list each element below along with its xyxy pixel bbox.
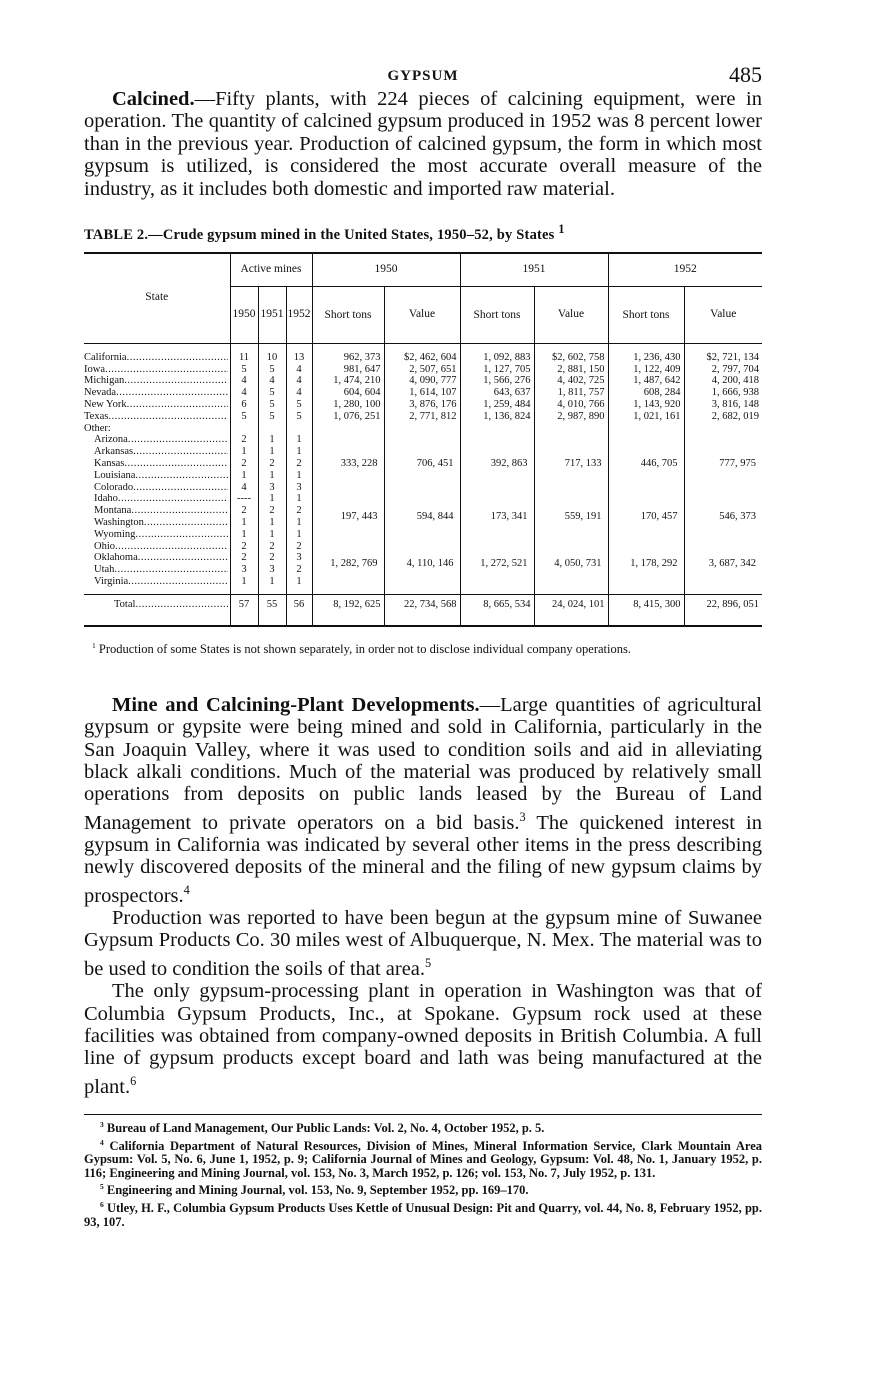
state-name: Colorado (94, 481, 134, 493)
active-mines-cell: 10 (258, 352, 286, 364)
value-cell: 8, 415, 300 (608, 594, 684, 614)
value-cell: 3, 816, 148 (684, 399, 762, 411)
value-cell: 1, 136, 824 (460, 411, 534, 423)
footnote-mark: 3 (100, 1119, 104, 1129)
active-mines-cell: 3 (230, 564, 258, 576)
state-cell (84, 482, 230, 494)
table-row (84, 375, 762, 387)
active-mines-cell: 3 (258, 564, 286, 576)
table-row (84, 364, 762, 376)
state-name: Arizona (94, 434, 128, 446)
group-value-cell: 717, 133 (534, 434, 608, 493)
state-name: New York (84, 399, 127, 411)
value-cell: 1, 280, 100 (312, 399, 384, 411)
active-mines-cell: 57 (230, 594, 258, 614)
group-value-cell: 4, 110, 146 (384, 541, 460, 588)
active-mines-cell: 1 (258, 493, 286, 505)
value-cell: 1, 236, 430 (608, 352, 684, 364)
state-cell (84, 446, 230, 458)
value-cell: 22, 734, 568 (384, 594, 460, 614)
active-mines-cell: 2 (286, 541, 312, 553)
value-cell: 3, 876, 176 (384, 399, 460, 411)
page-number: 485 (729, 62, 762, 87)
active-mines-cell: 2 (230, 552, 258, 564)
state-name: Idaho (94, 493, 118, 505)
group-value-cell: 3, 687, 342 (684, 541, 762, 588)
other-label: Other: (84, 422, 111, 434)
active-mines-cell: 2 (258, 458, 286, 470)
group-value-cell: 546, 373 (684, 493, 762, 540)
value-cell: 643, 637 (460, 387, 534, 399)
active-mines-cell: 5 (258, 387, 286, 399)
developments-text-2: Production was reported to have been begun at the gypsum mine of Suwanee Gypsum Products Co. 30 miles west of Albuquerque, N. Mex. The material was to be used to condition the soils of that area. (84, 907, 762, 980)
running-head (84, 58, 762, 88)
state-cell (84, 529, 230, 541)
state-cell (84, 387, 230, 399)
value-cell: 604, 604 (312, 387, 384, 399)
header-year-1952: 1952 (608, 253, 762, 287)
footnote (84, 1136, 762, 1181)
state-cell (84, 541, 230, 553)
value-cell: 1, 614, 107 (384, 387, 460, 399)
group-value-cell: 4, 050, 731 (534, 541, 608, 588)
footnote-text: Bureau of Land Management, Our Public Lands: Vol. 2, No. 4, October 1952, p. 5. (106, 1121, 545, 1136)
header-year-1950: 1950 (312, 253, 460, 287)
active-mines-cell: 56 (286, 594, 312, 614)
table-row (84, 399, 762, 411)
state-cell (84, 399, 230, 411)
state-cell (84, 564, 230, 576)
active-mines-cell: 2 (230, 505, 258, 517)
value-cell: 1, 127, 705 (460, 364, 534, 376)
state-cell (84, 576, 230, 588)
gypsum-table (84, 252, 762, 627)
value-cell: 962, 373 (312, 352, 384, 364)
active-mines-cell: 1 (286, 576, 312, 588)
table-caption-text: TABLE 2.—Crude gypsum mined in the United States, 1950–52, by States (84, 226, 555, 243)
state-name: Louisiana (94, 469, 136, 481)
footnote-rule (84, 1114, 762, 1115)
active-mines-cell: 4 (286, 364, 312, 376)
value-cell: 1, 566, 276 (460, 375, 534, 387)
active-mines-cell: 4 (230, 482, 258, 494)
table-footnote-mark: 1 (92, 640, 96, 650)
state-cell (84, 352, 230, 364)
active-mines-cell: 1 (258, 434, 286, 446)
state-cell (84, 470, 230, 482)
active-mines-cell: 1 (286, 470, 312, 482)
active-mines-cell: 55 (258, 594, 286, 614)
group-value-cell: 392, 863 (460, 434, 534, 493)
value-cell: 1, 474, 210 (312, 375, 384, 387)
group-value-cell: 333, 228 (312, 434, 384, 493)
active-mines-cell: 6 (230, 399, 258, 411)
active-mines-cell: 1 (258, 529, 286, 541)
table-row (84, 434, 762, 446)
header-value-1952: Value (684, 286, 762, 343)
table-row (84, 493, 762, 505)
group-value-cell: 777, 975 (684, 434, 762, 493)
value-cell: 2, 507, 651 (384, 364, 460, 376)
value-cell: 1, 487, 642 (608, 375, 684, 387)
active-mines-cell: 4 (230, 375, 258, 387)
footnote-ref-6: 6 (130, 1073, 137, 1088)
total-label-cell (84, 594, 230, 614)
calcined-text: —Fifty plants, with 224 pieces of calcining equipment, were in operation. The quantity of calcined gypsum produced in 1952 was 8 percent lower than in the previous year. Production of calcined gypsum, the form in which most gypsum is utilized, is considered the most accurate overall measure of the industry, as it includes both domestic and imported raw material. (84, 88, 762, 200)
table-caption-note: 1 (558, 222, 565, 237)
state-cell (84, 434, 230, 446)
value-cell: 1, 666, 938 (684, 387, 762, 399)
footnotes (84, 1114, 762, 1229)
state-name: Arkansas (94, 446, 134, 458)
header-value-1951: Value (534, 286, 608, 343)
group-value-cell: 1, 272, 521 (460, 541, 534, 588)
active-mines-cell: 5 (230, 411, 258, 423)
active-mines-cell: 1 (286, 446, 312, 458)
state-name: Texas (84, 410, 109, 422)
value-cell: 1, 259, 484 (460, 399, 534, 411)
group-value-cell: 446, 705 (608, 434, 684, 493)
footnote (84, 1118, 762, 1136)
active-mines-cell: 5 (258, 364, 286, 376)
value-cell: 1, 021, 161 (608, 411, 684, 423)
state-name: Oklahoma (94, 552, 138, 564)
active-mines-cell: ---- (230, 493, 258, 505)
active-mines-cell: 3 (286, 482, 312, 494)
value-cell: 2, 682, 019 (684, 411, 762, 423)
active-mines-cell: 1 (230, 446, 258, 458)
state-name: Nevada (84, 387, 117, 399)
value-cell: 2, 987, 890 (534, 411, 608, 423)
header-mines-1950: 1950 (230, 286, 258, 343)
value-cell: 981, 647 (312, 364, 384, 376)
active-mines-cell: 2 (258, 505, 286, 517)
active-mines-cell: 2 (230, 458, 258, 470)
footnote-ref-4: 4 (183, 882, 190, 897)
header-state: State (145, 291, 169, 304)
active-mines-cell: 1 (230, 517, 258, 529)
active-mines-cell: 2 (230, 541, 258, 553)
developments-text-1: —Large quantities of agricultural gypsum or gypsite were being mined and sold in California, particularly in the San Joaquin Valley, where it was used to condition soils and aid in alleviating black alkali conditions. Much of the material was produced by relatively small operations from deposits on public lands leased by the Bureau of Land Management to private operators on a bid basis. (84, 693, 762, 834)
value-cell: 2, 881, 150 (534, 364, 608, 376)
total-row (84, 594, 762, 614)
active-mines-cell: 1 (286, 434, 312, 446)
active-mines-cell: 2 (286, 505, 312, 517)
value-cell: 24, 024, 101 (534, 594, 608, 614)
value-cell: 2, 771, 812 (384, 411, 460, 423)
state-name: Wyoming (94, 528, 136, 540)
state-cell (84, 364, 230, 376)
active-mines-cell: 2 (230, 434, 258, 446)
value-cell: 2, 797, 704 (684, 364, 762, 376)
group-value-cell: 170, 457 (608, 493, 684, 540)
active-mines-cell: 1 (230, 470, 258, 482)
state-cell (84, 458, 230, 470)
state-name: Iowa (84, 363, 105, 375)
active-mines-cell: 4 (258, 375, 286, 387)
header-value-1950: Value (384, 286, 460, 343)
state-name: Utah (94, 564, 115, 576)
state-cell (84, 552, 230, 564)
value-cell: 1, 811, 757 (534, 387, 608, 399)
header-short-tons-1950: Short tons (312, 286, 384, 343)
value-cell: 4, 090, 777 (384, 375, 460, 387)
active-mines-cell: 5 (258, 399, 286, 411)
value-cell: 4, 010, 766 (534, 399, 608, 411)
footnote-text: Engineering and Mining Journal, vol. 153, No. 9, September 1952, pp. 169–170. (106, 1183, 529, 1198)
developments-paragraph-3 (84, 980, 762, 1098)
header-mines-1951: 1951 (258, 286, 286, 343)
active-mines-cell: 3 (286, 552, 312, 564)
header-mines-1952: 1952 (286, 286, 312, 343)
group-value-cell: 1, 282, 769 (312, 541, 384, 588)
active-mines-cell: 1 (258, 576, 286, 588)
active-mines-cell: 1 (258, 470, 286, 482)
value-cell: 22, 896, 051 (684, 594, 762, 614)
active-mines-cell: 11 (230, 352, 258, 364)
value-cell: 1, 143, 920 (608, 399, 684, 411)
running-title: GYPSUM (387, 68, 459, 84)
state-name: Montana (94, 505, 132, 517)
header-short-tons-1952: Short tons (608, 286, 684, 343)
value-cell: 4, 402, 725 (534, 375, 608, 387)
active-mines-cell: 5 (286, 399, 312, 411)
calcined-paragraph (84, 88, 762, 200)
developments-paragraph-2 (84, 907, 762, 980)
developments-heading: Mine and Calcining-Plant Developments. (112, 693, 480, 716)
document-page (84, 58, 762, 1229)
value-cell: 1, 092, 883 (460, 352, 534, 364)
table-row (84, 387, 762, 399)
state-name: Kansas (94, 458, 125, 470)
active-mines-cell: 2 (258, 552, 286, 564)
developments-text-3: The only gypsum-processing plant in operation in Washington was that of Columbia Gypsum Products, Inc., at Spokane. Gypsum rock used at these facilities was obtained from company-owned deposits in British Columbia. A full line of gypsum products except board and lath was being manufactured at the plant. (84, 980, 762, 1098)
value-cell: $2, 721, 134 (684, 352, 762, 364)
footnote-ref-5: 5 (425, 955, 432, 970)
footnote-text: Utley, H. F., Columbia Gypsum Products Uses Kettle of Unusual Design: Pit and Quarry, vol. 44, No. 8, February 1952, pp. 93, 107. (84, 1201, 762, 1229)
active-mines-cell: 1 (258, 517, 286, 529)
state-name: Washington (94, 517, 144, 529)
active-mines-cell: 4 (286, 375, 312, 387)
state-name: California (84, 351, 127, 363)
active-mines-cell: 3 (258, 482, 286, 494)
active-mines-cell: 2 (286, 458, 312, 470)
value-cell: 1, 076, 251 (312, 411, 384, 423)
table-row (84, 352, 762, 364)
calcined-heading: Calcined. (112, 88, 195, 110)
value-cell: $2, 602, 758 (534, 352, 608, 364)
active-mines-cell: 2 (286, 564, 312, 576)
table-row (84, 411, 762, 423)
state-cell (84, 505, 230, 517)
table-caption (84, 222, 762, 244)
active-mines-cell: 1 (286, 529, 312, 541)
value-cell: 8, 665, 534 (460, 594, 534, 614)
active-mines-cell: 1 (286, 517, 312, 529)
active-mines-cell: 4 (230, 387, 258, 399)
value-cell: 1, 122, 409 (608, 364, 684, 376)
table-row (84, 423, 762, 435)
developments-section (84, 694, 762, 1098)
value-cell: 608, 284 (608, 387, 684, 399)
group-value-cell: 1, 178, 292 (608, 541, 684, 588)
developments-paragraph-1 (84, 694, 762, 907)
footnote-text: California Department of Natural Resources, Division of Mines, Mineral Information Service, Clark Mountain Area Gypsum: Vol. 5, No. 6, June 1, 1952, p. 9; California Journal of Mines and Geology, Gypsum: Vol. 48, No. 1, January 1952, p. 116; Engineering and Mining Journal, vol. 153, No. 3, March 1952, p. 126; vol. 153, No. 7, July 1952, p. 131. (84, 1138, 763, 1180)
active-mines-cell: 5 (286, 411, 312, 423)
header-short-tons-1951: Short tons (460, 286, 534, 343)
active-mines-cell: 5 (230, 364, 258, 376)
table-footnote (84, 639, 762, 656)
developments-text-1b: The quickened interest in gypsum in California was indicated by several other items in the press describing newly discovered deposits of the mineral and the filing of new gypsum claims by prospectors. (84, 811, 762, 907)
footnote (84, 1198, 762, 1229)
group-value-cell: 706, 451 (384, 434, 460, 493)
state-cell (84, 517, 230, 529)
active-mines-cell: 1 (286, 493, 312, 505)
state-name: Ohio (94, 540, 115, 552)
footnote-mark: 4 (100, 1137, 104, 1147)
active-mines-cell: 4 (286, 387, 312, 399)
active-mines-cell: 1 (230, 529, 258, 541)
state-cell (84, 375, 230, 387)
table-row (84, 541, 762, 553)
footnote-mark: 6 (100, 1199, 104, 1209)
header-year-1951: 1951 (460, 253, 608, 287)
state-cell (84, 411, 230, 423)
active-mines-cell: 5 (258, 411, 286, 423)
active-mines-cell: 2 (258, 541, 286, 553)
active-mines-cell: 1 (258, 446, 286, 458)
header-active-mines: Active mines (230, 253, 312, 287)
active-mines-cell: 1 (230, 576, 258, 588)
group-value-cell: 197, 443 (312, 493, 384, 540)
group-value-cell: 559, 191 (534, 493, 608, 540)
table-footnote-text: Production of some States is not shown separately, in order not to disclose individual company operations. (98, 641, 631, 656)
value-cell: $2, 462, 604 (384, 352, 460, 364)
total-label: Total (114, 598, 136, 610)
group-value-cell: 594, 844 (384, 493, 460, 540)
footnote (84, 1180, 762, 1198)
state-name: Michigan (84, 375, 125, 387)
state-name: Virginia (94, 576, 129, 587)
value-cell: 8, 192, 625 (312, 594, 384, 614)
value-cell: 4, 200, 418 (684, 375, 762, 387)
footnote-mark: 5 (100, 1182, 104, 1192)
footnote-ref-3: 3 (519, 809, 526, 824)
state-cell (84, 493, 230, 505)
active-mines-cell: 13 (286, 352, 312, 364)
group-value-cell: 173, 341 (460, 493, 534, 540)
